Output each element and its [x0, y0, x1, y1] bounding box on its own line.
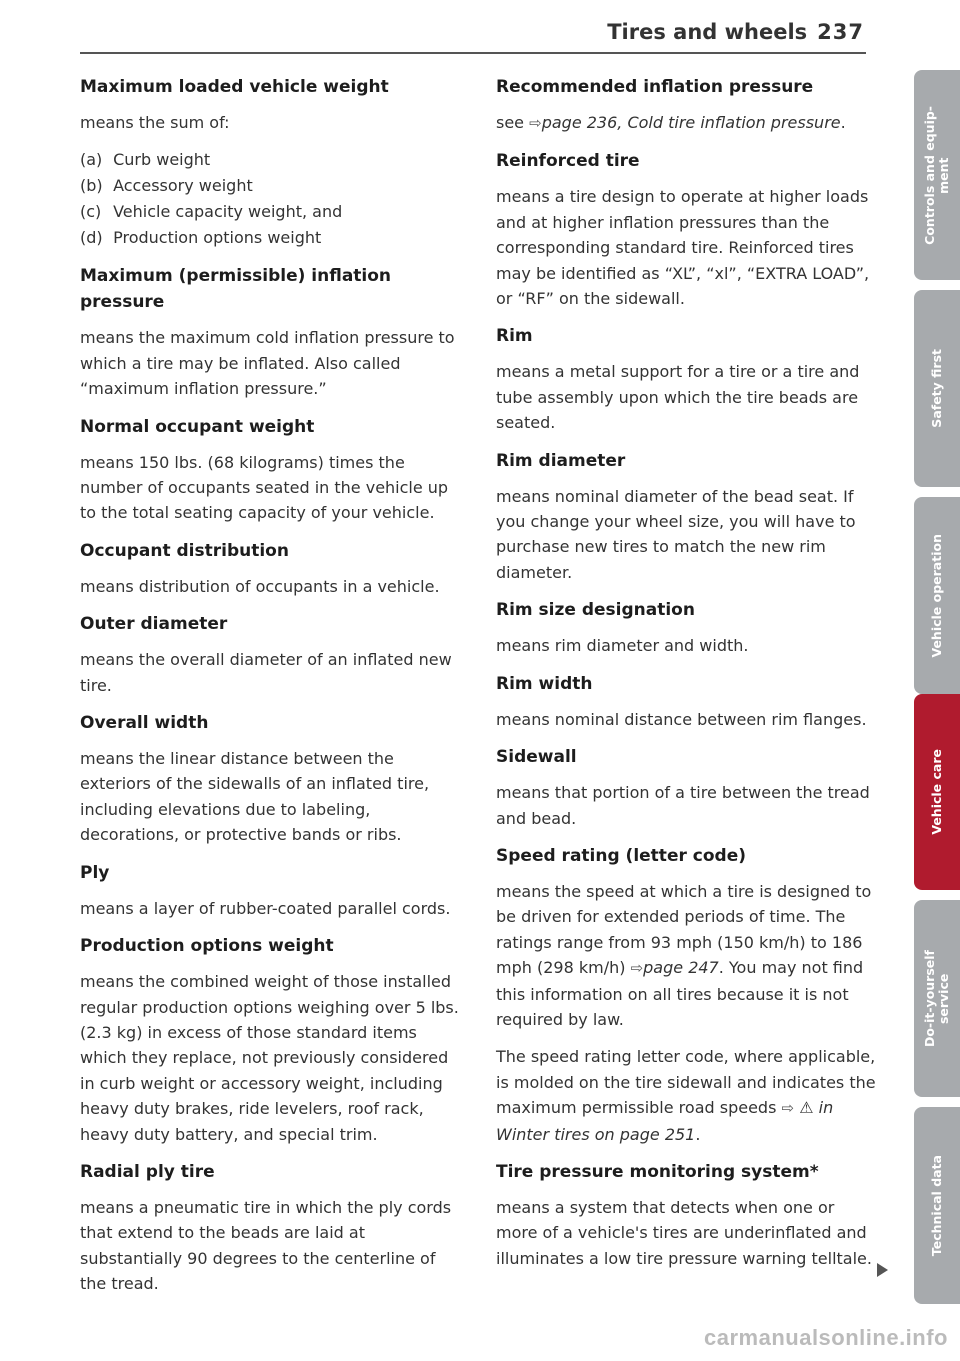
term-definition: means rim diameter and width.	[496, 636, 749, 656]
tab-vehicle-care[interactable]: Vehicle care	[914, 694, 960, 890]
term-definition: The speed rating letter code, where applicable, is molded on the tire sidewall and indicates the maximum permissible road speeds ⇨ ⚠ in Winter tires on page 251.	[496, 1047, 876, 1144]
term-heading: Ply	[80, 862, 110, 883]
tab-do-it-yourself[interactable]: Do-it-yourself service	[914, 900, 960, 1097]
page-header	[607, 20, 864, 44]
watermark: carmanualsonline.info	[704, 1325, 948, 1350]
term-definition: means a pneumatic tire in which the ply cords that extend to the beads are laid at substantially 90 degrees to the centerline of the tread.	[80, 1197, 452, 1294]
term-definition: means the maximum cold inflation pressure to which a tire may be inflated. Also called “maximum inflation pressure.”	[80, 328, 455, 399]
term-heading: Production options weight	[80, 936, 334, 957]
right-column	[496, 74, 876, 1283]
term-definition: means the sum of:	[80, 113, 230, 132]
term-definition: means a tire design to operate at higher loads and at higher inflation pressures than the corresponding standard tire. Reinforced tires may be identified as “XL”, “xl”, “EXTRA LOAD”, or “RF” on the sidewall.	[496, 187, 870, 309]
continue-arrow-icon	[877, 1263, 888, 1277]
term-definition: means a layer of rubber-coated parallel cords.	[80, 898, 451, 918]
list-item: (d) Production options weight	[80, 228, 322, 248]
term-definition: means distribution of occupants in a vehicle.	[80, 576, 440, 596]
tab-controls[interactable]: Controls and equip- ment	[914, 70, 960, 280]
term-definition: means the combined weight of those installed regular production options weighing over 5 lbs. (2.3 kg) in excess of those standard items which they replace, not previously considered in curb weight or accessory weight, including heavy duty brakes, ride levelers, roof rack, heavy duty battery, and special trim.	[80, 972, 459, 1144]
term-definition: means the speed at which a tire is designed to be driven for extended periods of time. The ratings range from 93 mph (150 km/h) to 186 mph (298 km/h) ⇨page 247. You may not find this information on all tires because it is not required by law.	[496, 881, 872, 1029]
term-heading: Rim	[496, 326, 533, 347]
tab-technical-data[interactable]: Technical data	[914, 1107, 960, 1304]
term-heading: Tire pressure monitoring system*	[496, 1161, 819, 1182]
list-item: (b) Accessory weight	[80, 176, 253, 196]
term-heading: Normal occupant weight	[80, 416, 315, 437]
term-definition: means nominal diameter of the bead seat. If you change your wheel size, you will have to purchase new tires to match the new rim diameter.	[496, 486, 856, 582]
term-definition: means that portion of a tire between the tread and bead.	[496, 783, 870, 828]
term-definition: means a system that detects when one or more of a vehicle's tires are underinflated and illuminates a low tire pressure warning telltale.	[496, 1197, 872, 1268]
term-definition: means nominal distance between rim flanges.	[496, 709, 867, 729]
section-title: Tires and wheels	[607, 20, 808, 44]
arrow-right-icon: ⇨	[630, 959, 644, 978]
page-number: 237	[817, 20, 864, 44]
arrow-right-icon: ⇨	[781, 1099, 795, 1118]
term-heading: Overall width	[80, 713, 209, 734]
warning-triangle-icon: ⚠	[799, 1098, 814, 1118]
term-heading: Rim diameter	[496, 450, 626, 471]
term-definition: means the overall diameter of an inflated new tire.	[80, 650, 452, 695]
term-heading: Outer diameter	[80, 614, 228, 635]
tab-safety-first[interactable]: Safety first	[914, 290, 960, 487]
tab-vehicle-operation[interactable]: Vehicle operation	[914, 497, 960, 694]
term-heading: Radial ply tire	[80, 1161, 215, 1182]
term-heading: Recommended inflation pressure	[496, 77, 814, 97]
list-item: (c) Vehicle capacity weight, and	[80, 202, 343, 222]
page-reference-link[interactable]: in Winter tires on page 251	[496, 1098, 834, 1144]
term-heading: Reinforced tire	[496, 151, 640, 172]
term-heading: Maximum loaded vehicle weight	[80, 77, 389, 97]
page-reference-link[interactable]: page 236, Cold tire inflation pressure	[541, 113, 841, 132]
weight-list	[80, 147, 460, 251]
header-rule	[80, 52, 866, 54]
left-column	[80, 74, 460, 1309]
term-heading: Occupant distribution	[80, 540, 289, 561]
term-definition: means 150 lbs. (68 kilograms) times the number of occupants seated in the vehicle up to the total seating capacity of your vehicle.	[80, 452, 449, 523]
term-heading: Maximum (permissible) inflation pressure	[80, 266, 392, 313]
page-reference-link[interactable]: page 247	[643, 958, 719, 978]
list-item: (a) Curb weight	[80, 150, 211, 170]
term-heading: Sidewall	[496, 747, 577, 768]
term-definition: means a metal support for a tire or a tire and tube assembly upon which the tire beads are seated.	[496, 362, 860, 433]
term-definition: see ⇨page 236, Cold tire inflation pressure.	[496, 113, 846, 132]
term-definition: means the linear distance between the exteriors of the sidewalls of an inflated tire, including elevations due to labeling, decorations, or protective bands or ribs.	[80, 749, 430, 845]
term-heading: Rim width	[496, 673, 593, 694]
term-heading: Rim size designation	[496, 600, 695, 621]
arrow-right-icon: ⇨	[529, 114, 542, 132]
term-heading: Speed rating (letter code)	[496, 845, 746, 866]
